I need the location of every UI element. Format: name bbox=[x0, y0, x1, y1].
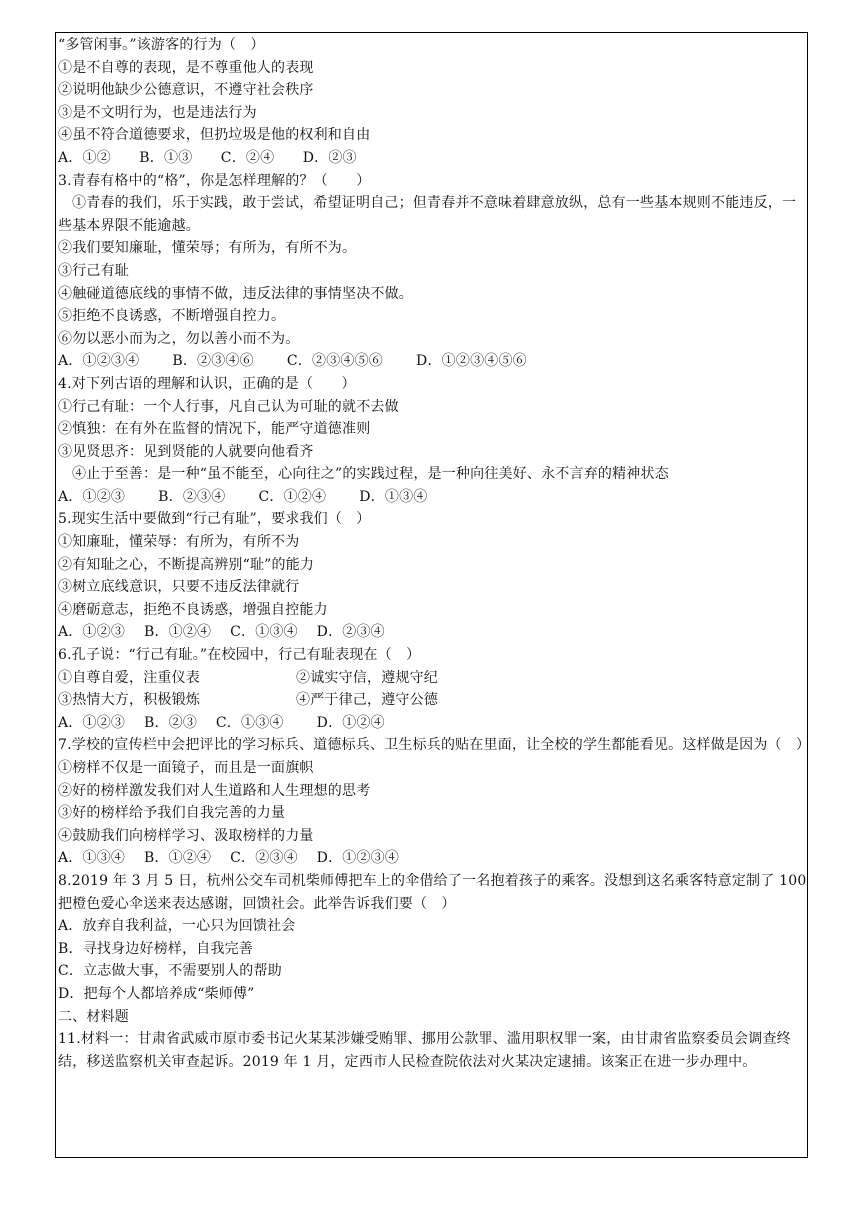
q3-option: ①青春的我们，乐于实践，敢于尝试，希望证明自己；但青春并不意味着肆意放纵，总有一些基本规则不能违反，一些基本界限不能逾越。 bbox=[58, 195, 797, 234]
q6-option: ③热情大方，积极锻炼 bbox=[58, 692, 200, 709]
q5-option: ④磨砺意志，拒绝不良诱惑，增强自控能力 bbox=[58, 601, 328, 618]
q11-material: 11.材料一：甘肃省武威市原市委书记火某某涉嫌受贿罪、挪用公款罪、滥用职权罪一案，由甘肃省监察委员会调查终结，移送监察机关审查起诉。2019 年 1 月，定西市人民检查院依法对火某决定逮捕。该案正在进一步办理中。 bbox=[58, 1031, 791, 1070]
q7-option: ④鼓励我们向榜样学习、汲取榜样的力量 bbox=[58, 827, 314, 844]
q3-option: ⑤拒绝不良诱惑，不断增强自控力。 bbox=[58, 308, 286, 325]
q2-option: ③是不文明行为，也是违法行为 bbox=[58, 104, 257, 121]
q5-stem: 5.现实生活中要做到“行己有耻”，要求我们（ ） bbox=[58, 511, 371, 528]
q3-option: ③行己有耻 bbox=[58, 262, 129, 279]
q6-option: ②诚实守信，遵规守纪 bbox=[296, 669, 438, 686]
q5-option: ①知廉耻，懂荣辱：有所为，有所不为 bbox=[58, 534, 300, 551]
q7-option: ①榜样不仅是一面镜子，而且是一面旗帜 bbox=[58, 760, 314, 776]
section-heading: 二、材料题 bbox=[58, 1008, 129, 1025]
q6-options-row bbox=[58, 689, 808, 712]
q2-choices: A．①② B．①③ C．②④ D．②③ bbox=[58, 149, 357, 166]
q2-option: ④虽不符合道德要求，但扔垃圾是他的权利和自由 bbox=[58, 127, 371, 144]
q8-stem: 8.2019 年 3 月 5 日，杭州公交车司机柴师傅把车上的伞借给了一名抱着孩子的乘客。没想到这名乘客特意定制了 100 把橙色爱心伞送来表达感谢，回馈社会。此举告诉我们要（ ） bbox=[58, 872, 807, 912]
q2-stem: “多管闲事。”该游客的行为（ ） bbox=[58, 37, 265, 53]
q6-stem: 6.孔子说：“行己有耻。”在校园中，行己有耻表现在（ ） bbox=[58, 647, 421, 664]
q6-option: ①自尊自爱，注重仪表 bbox=[58, 669, 200, 686]
q6-options-row bbox=[58, 667, 808, 690]
q7-stem: 7.学校的宣传栏中会把评比的学习标兵、道德标兵、卫生标兵的贴在里面，让全校的学生都能看见。这样做是因为（ ） bbox=[58, 737, 811, 754]
q4-option: ③见贤思齐：见到贤能的人就要向他看齐 bbox=[58, 443, 314, 460]
q8-option: D．把每个人都培养成“柴师傅” bbox=[58, 985, 255, 1002]
q5-choices: A．①②③ B．①②④ C．①③④ D．②③④ bbox=[58, 624, 385, 641]
q7-option: ③好的榜样给予我们自我完善的力量 bbox=[58, 805, 286, 822]
q6-option: ④严于律己，遵守公德 bbox=[296, 692, 438, 709]
q4-choices: A．①②③ B．②③④ C．①②④ D．①③④ bbox=[58, 488, 428, 505]
q8-option: B．寻找身边好榜样，自我完善 bbox=[58, 940, 254, 957]
q2-option: ①是不自尊的表现，是不尊重他人的表现 bbox=[58, 59, 314, 76]
q4-option: ①行己有耻：一个人行事，凡自己认为可耻的就不去做 bbox=[58, 398, 399, 415]
document-body bbox=[58, 34, 811, 1073]
q3-option: ②我们要知廉耻，懂荣辱；有所为，有所不为。 bbox=[58, 240, 357, 257]
q6-choices: A．①②③ B．②③ C．①③④ D．①②④ bbox=[58, 714, 385, 731]
q3-option: ⑥勿以恶小而为之，勿以善小而不为。 bbox=[58, 330, 300, 347]
q3-option: ④触碰道德底线的事情不做，违反法律的事情坚决不做。 bbox=[58, 285, 413, 302]
q7-option: ②好的榜样激发我们对人生道路和人生理想的思考 bbox=[58, 782, 371, 799]
q3-stem: 3.青春有格中的“格”，你是怎样理解的？（ ） bbox=[58, 172, 371, 189]
q4-option: ④止于至善：是一种“虽不能至，心向往之”的实践过程，是一种向往美好、永不言弃的精神状态 bbox=[72, 466, 669, 483]
q8-option: A．放弃自我利益，一心只为回馈社会 bbox=[58, 918, 296, 935]
q5-option: ②有知耻之心，不断提高辨别“耻”的能力 bbox=[58, 556, 315, 573]
q7-choices: A．①③④ B．①②④ C．②③④ D．①②③④ bbox=[58, 850, 400, 867]
q4-stem: 4.对下列古语的理解和认识，正确的是（ ） bbox=[58, 375, 356, 392]
q2-option: ②说明他缺少公德意识，不遵守社会秩序 bbox=[58, 82, 314, 99]
q5-option: ③树立底线意识，只要不违反法律就行 bbox=[58, 579, 300, 596]
q4-option: ②慎独：在有外在监督的情况下，能严守道德准则 bbox=[58, 421, 371, 438]
q8-option: C．立志做大事，不需要别人的帮助 bbox=[58, 963, 282, 980]
q3-choices: A．①②③④ B．②③④⑥ C．②③④⑤⑥ D．①②③④⑤⑥ bbox=[58, 353, 527, 370]
